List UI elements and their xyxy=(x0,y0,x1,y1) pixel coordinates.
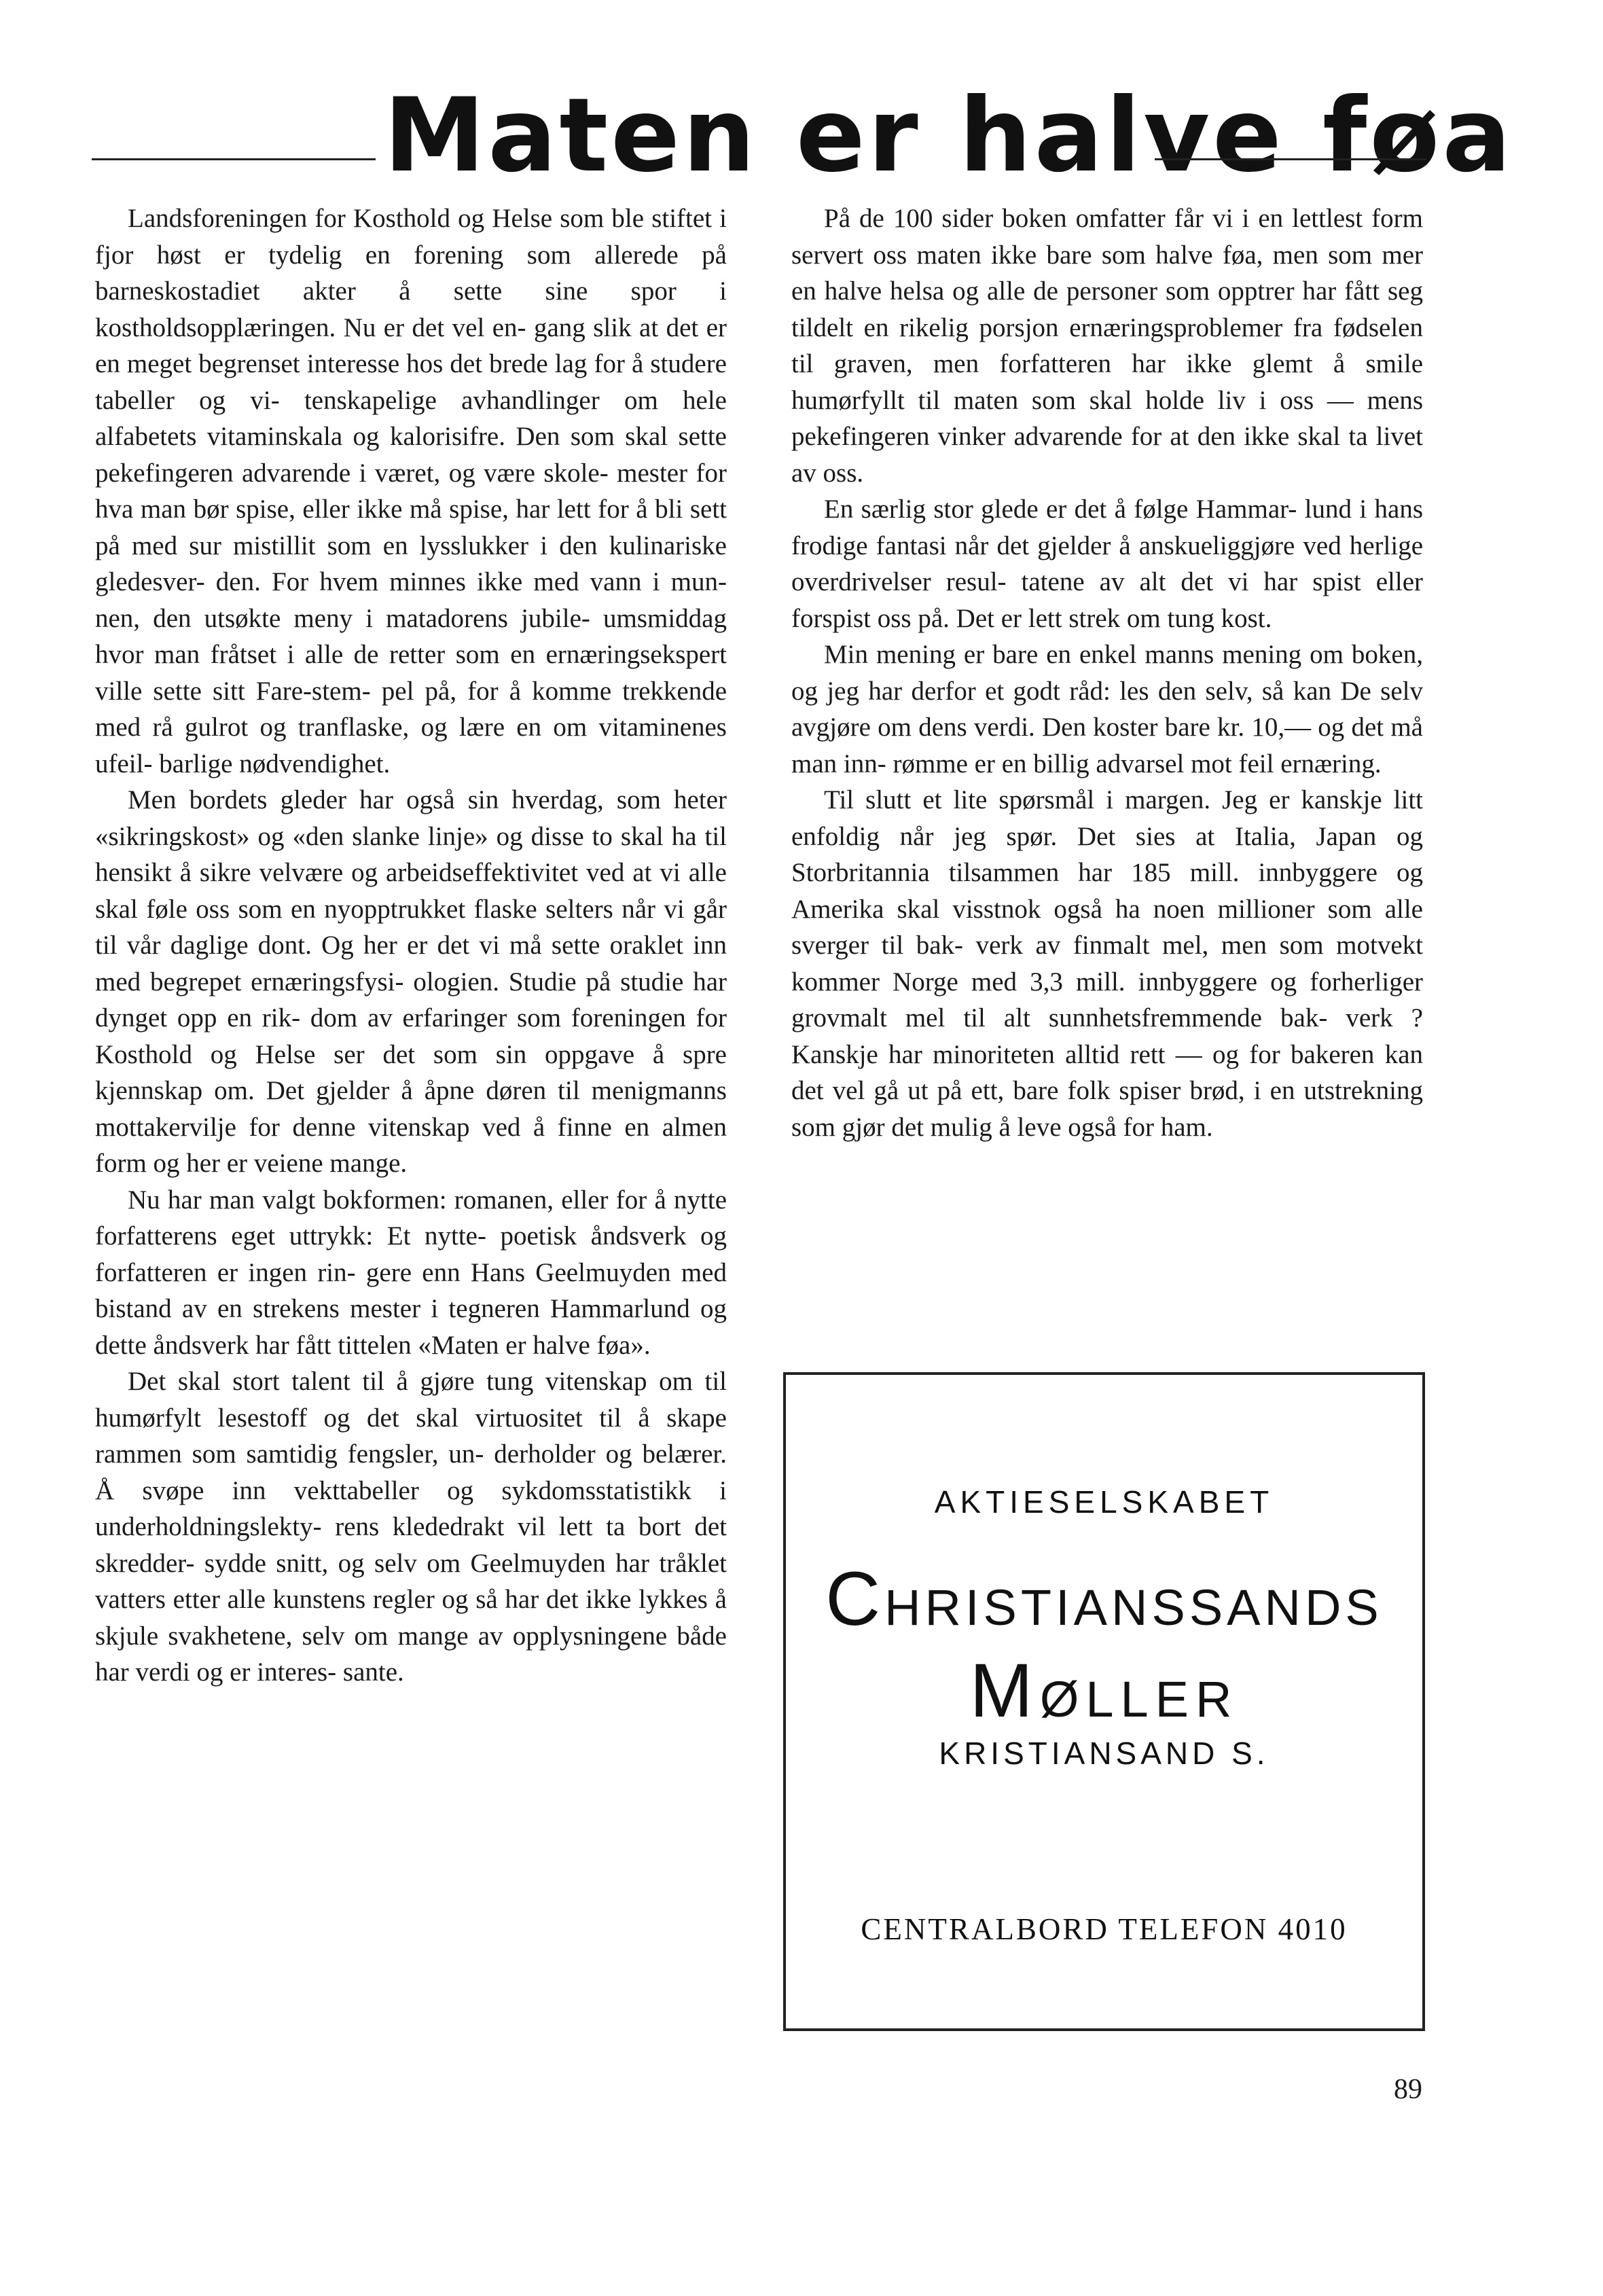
paragraph: Til slutt et lite spørsmål i margen. Jeg er kanskje litt enfoldig når jeg spør. Det sies at Italia, Japan og Storbritannia tilsammen har 185 mill. innbyggere og Amerika skal visstnok også ha noen millioner som alle sverger til bak- verk av finmalt mel, men som motvekt kommer Norge med 3,3 mill. innbyggere og forherliger grovmalt mel til alt sunnhetsfremmende bak- verk ? Kanskje har minoriteten alltid rett — og for bakeren kan det vel gå ut på ett, bare folk spiser brød, i en utstrekning som gjør det mulig å leve også for ham. xyxy=(791,785,1423,1142)
article-title: Maten er halve føa xyxy=(384,77,1514,195)
title-row xyxy=(92,77,1514,195)
paragraph: Nu har man valgt bokformen: romanen, eller for å nytte forfatterens eget uttrykk: Et nytte- poetisk åndsverk og forfatteren er ingen rin- gere enn Hans Geelmuyden med bistand av en strekens mester i tegneren Hammarlund og dette åndsverk har fått tittelen «Maten er halve føa». xyxy=(95,1185,727,1360)
paragraph: Det skal stort talent til å gjøre tung vitenskap om til humørfylt lesestoff og det skal virtuositet til å skape rammen som samtidig fengsler, un- derholder og belærer. Å svøpe inn vekttabeller og sykdomsstatistikk i underholdningslekty- rens klededrakt vil lett ta bort det skredder- sydde snitt, og selv om Geelmuyden har tråklet vatters etter alle kunstens regler og så har det ikke lykkes å skjule svakhetene, selv om mange av opplysningene både har verdi og er interes- sante. xyxy=(95,1367,727,1687)
paragraph: Landsforeningen for Kosthold og Helse som ble stiftet i fjor høst er tydelig en forening som allerede på barneskostadiet akter å sette sine spor i kostholdsopplæringen. Nu er det vel en- gang slik at det er en meget begrenset interesse hos det brede lag for å studere tabeller og vi- tenskapelige avhandlinger om hele alfabetets vitaminskala og kalorisifre. Den som skal sette pekefingeren advarende i været, og være skole- mester for hva man bør spise, eller ikke må spise, har lett for å bli sett på med sur mistillit som en lysslukker i den kulinariske gledesver- den. For hvem minnes ikke med vann i mun- nen, den utsøkte meny i matadorens jubile- umsmiddag hvor man fråtset i alle de retter som en ernæringsekspert ville sette sitt Fare-stem- pel på, for å komme trekkende med rå gulrot og tranflaske, og lære en om vitaminenes ufeil- barlige nødvendighet. xyxy=(95,204,727,778)
paragraph: På de 100 sider boken omfatter får vi i en lettlest form servert oss maten ikke bare som halve føa, men som mer en halve helsa og alle de personer som opptrer har fått seg tildelt en rikelig porsjon ernæringsproblemer fra fødselen til graven, men forfatteren har ikke glemt å smile humørfyllt til maten som skal holde liv i oss — mens pekefingeren vinker advarende for at den ikke skal ta livet av oss. xyxy=(791,204,1423,488)
ad-company-name xyxy=(786,1555,1422,1643)
ad-sub-rest: ØLLER xyxy=(1039,1671,1239,1727)
ad-city: KRISTIANSAND S. xyxy=(939,1736,1269,1771)
advertisement-box xyxy=(783,1372,1425,2031)
paragraph: Men bordets gleder har også sin hverdag, som heter «sikringskost» og «den slanke linje» og disse to skal ha til hensikt å sikre velvære og arbeidseffektivitet ved at vi alle skal føle oss som en nyopptrukket flaske selters når vi går til vår daglige dont. Og her er det vi må sette oraklet inn med begrepet ernæringsfysi- ologien. Studie på studie har dynget opp en rik- dom av erfaringer som foreningen for Kosthold og Helse ser det som sin oppgave å spre kjennskap om. Det gjelder å åpne døren til menigmanns mottakervilje for denne vitenskap ved å finne en almen form og her er veiene mange. xyxy=(95,785,727,1178)
paragraph: Min mening er bare en enkel manns mening om boken, og jeg har derfor et godt råd: les den selv, så kan De selv avgjøre om dens verdi. Den koster bare kr. 10,— og det må man inn- rømme er en billig advarsel mot feil ernæring. xyxy=(791,640,1423,778)
title-rule-left xyxy=(92,158,376,160)
page-number: 89 xyxy=(1394,2074,1422,2105)
title-rule-right xyxy=(1155,158,1426,160)
ad-company-type: AKTIESELSKABET xyxy=(934,1484,1274,1520)
ad-company-subname xyxy=(786,1647,1422,1734)
ad-phone: CENTRALBORD TELEFON 4010 xyxy=(861,1912,1348,1946)
ad-name-initial: C xyxy=(825,1556,885,1641)
ad-name-rest: HRISTIANSSANDS xyxy=(884,1579,1383,1636)
ad-sub-initial: M xyxy=(969,1648,1040,1733)
paragraph: En særlig stor glede er det å følge Hammar- lund i hans frodige fantasi når det gjelder å anskueliggjøre ved herlige overdrivelser resul- tatene av alt det vi har spist eller forspist oss på. Det er lett strek om tung kost. xyxy=(791,495,1423,633)
left-column xyxy=(95,200,727,1691)
right-column xyxy=(791,200,1423,1145)
